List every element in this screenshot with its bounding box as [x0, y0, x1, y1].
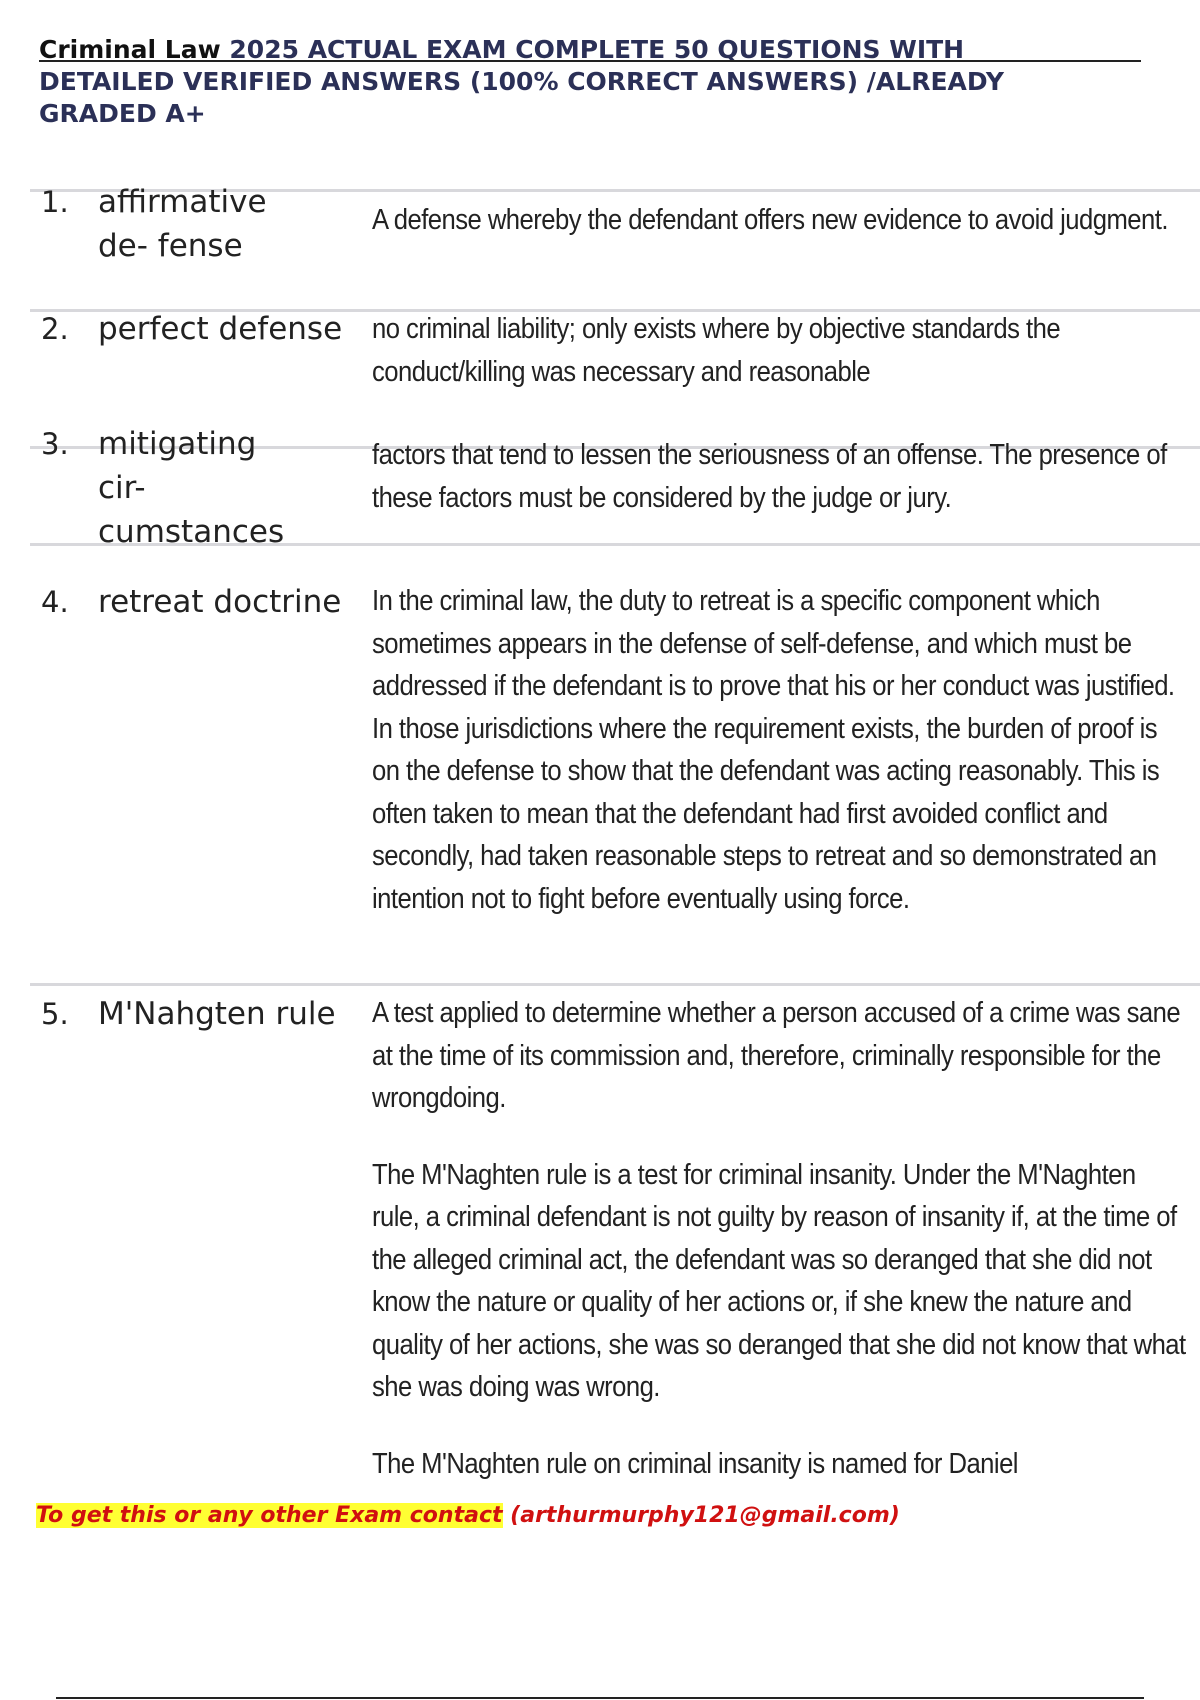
definition-paragraph: In the criminal law, the duty to retreat is a specific component which sometimes appears in the defense of self-defense, and which must be addressed if the defendant is to prove that his or her conduct was justified. In those jurisdictions where the requirement exists, the burden of proof is on the defense to show that the defendant was acting reasonably. This is often taken to mean that the defendant had first avoided conflict and secondly, had taken reasonable steps to retreat and so demonstrated an intention not to fight before eventually using force.: [372, 585, 1175, 915]
item-number: 1.: [41, 185, 69, 219]
contact-email-link[interactable]: (arthurmurphy121@gmail.com): [502, 1503, 900, 1528]
item-definition: [372, 580, 1187, 920]
definition-paragraph: The M'Naghten rule on criminal insanity is named for Daniel: [372, 1447, 1018, 1480]
contact-highlight-text: To get this or any other Exam contact: [36, 1503, 503, 1528]
item-definition: [372, 308, 1187, 393]
term-line: M'Nahgten rule: [98, 996, 336, 1032]
item-number: 4.: [41, 585, 69, 619]
term-line: cir-: [98, 470, 146, 506]
title-heading: 2025 ACTUAL EXAM COMPLETE 50 QUESTIONS WITH: [229, 35, 965, 64]
term-line: retreat doctrine: [98, 584, 342, 620]
definition-paragraph: no criminal liability; only exists where by objective standards the conduct/killing was necessary and reasonable: [372, 313, 1061, 388]
term-line: cumstances: [98, 514, 285, 550]
item-term: [98, 307, 378, 351]
row-divider: [30, 983, 1200, 986]
item-term: [98, 180, 358, 268]
item-term: [98, 992, 378, 1036]
title-line-3: GRADED A+: [39, 99, 206, 128]
term-line: affirmative: [98, 184, 267, 220]
document-title: [39, 34, 1139, 130]
item-definition: [372, 992, 1187, 1485]
page-bottom-rule: [56, 1697, 1144, 1699]
term-line: de- fense: [98, 228, 243, 264]
term-line: perfect defense: [98, 311, 343, 347]
definition-paragraph: A test applied to determine whether a person accused of a crime was sane at the time of its commission and, therefore, criminally responsible for the wrongdoing.: [372, 997, 1181, 1114]
item-term: [98, 580, 378, 624]
item-definition: [372, 434, 1187, 519]
item-number: 2.: [41, 312, 69, 346]
term-line: mitigating: [98, 426, 257, 462]
item-definition: [372, 202, 1187, 239]
definition-paragraph: A defense whereby the defendant offers new evidence to avoid judgment.: [372, 204, 1168, 236]
item-term: [98, 422, 358, 554]
item-number: 3.: [41, 427, 69, 461]
title-line-2: DETAILED VERIFIED ANSWERS (100% CORRECT ANSWERS) /ALREADY: [39, 67, 1004, 96]
definition-paragraph: The M'Naghten rule is a test for criminal insanity. Under the M'Naghten rule, a criminal defendant is not guilty by reason of insanity if, at the time of the alleged criminal act, the defendant was so deranged that she did not know the nature or quality of her actions or, if she knew the nature and quality of her actions, she was so deranged that she did not know that what she was doing was wrong.: [372, 1158, 1186, 1403]
definition-paragraph: factors that tend to lessen the seriousness of an offense. The presence of these factors must be considered by the judge or jury.: [372, 439, 1167, 514]
contact-footer: [36, 1503, 900, 1528]
item-number: 5.: [41, 997, 69, 1031]
title-subject: Criminal Law: [39, 35, 230, 64]
title-underline: [39, 60, 1141, 62]
